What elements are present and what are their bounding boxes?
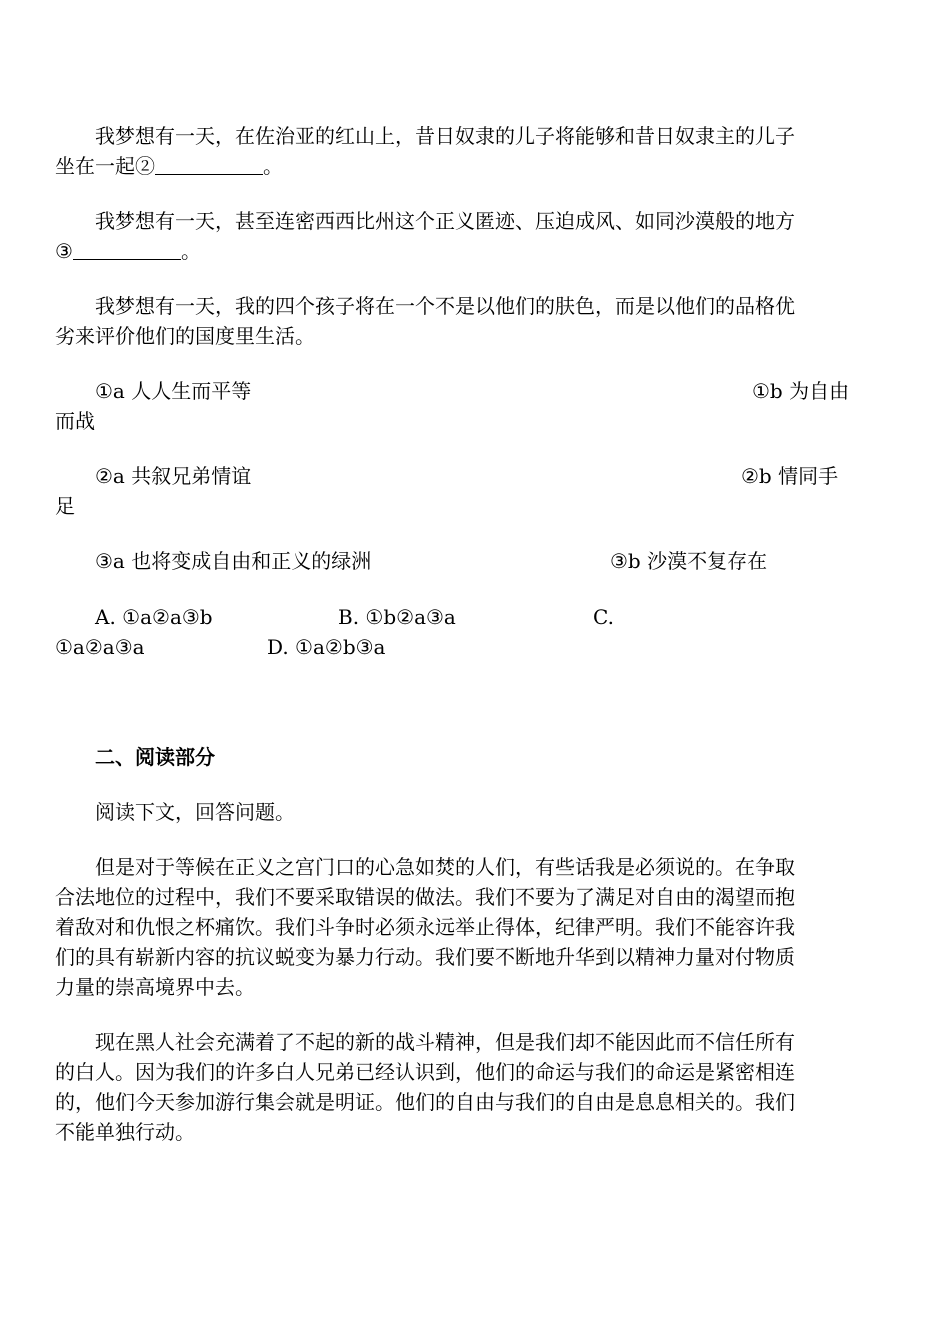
option-3b: ③b 沙漠不复存在 [610,549,768,573]
option-2b: ②b 情同手 [741,464,839,488]
dream3-line1: 我梦想有一天，我的四个孩子将在一个不是以他们的肤色，而是以他们的品格优 [95,294,795,318]
option-3a: ③a 也将变成自由和正义的绿洲 [95,549,372,573]
reading2-line: 的，他们今天参加游行集会就是明证。他们的自由与我们的自由是息息相关的。我们 [55,1090,795,1114]
option-2a: ②a 共叙兄弟情谊 [95,464,252,488]
dream1-line2 [55,151,283,181]
section-title: 二、阅读部分 [95,745,215,769]
choice-d: D. ①a②b③a [267,635,386,659]
dream2-line1: 我梦想有一天，甚至连密西西比州这个正义匿迹、压迫成风、如同沙漠般的地方 [95,209,795,233]
option-1a: ①a 人人生而平等 [95,379,252,403]
reading1-line: 着敌对和仇恨之杯痛饮。我们斗争时必须永远举止得体，纪律严明。我们不能容许我 [55,915,795,939]
choice-b: B. ①b②a③a [338,605,456,629]
reading1-line: 力量的崇高境界中去。 [55,975,255,999]
answer-blank-3 [73,241,181,260]
choice-c: C. [593,605,614,629]
option-2b-wrap: 足 [55,494,75,518]
dream1-suffix: 。 [263,154,283,178]
reading1-line: 们的具有崭新内容的抗议蜕变为暴力行动。我们要不断地升华到以精神力量对付物质 [55,945,795,969]
choice-a: A. ①a②a③b [95,605,213,629]
dream2-suffix: 。 [180,239,201,263]
reading1-line: 合法地位的过程中，我们不要采取错误的做法。我们不要为了满足对自由的渴望而抱 [55,885,795,909]
option-1b-wrap: 而战 [55,409,95,433]
dream3-line2: 劣来评价他们的国度里生活。 [55,324,315,348]
answer-blank-2 [155,156,263,175]
choice-c-wrap: ①a②a③a [55,635,145,659]
instruction: 阅读下文，回答问题。 [95,800,295,824]
reading1-line: 但是对于等候在正义之宫门口的心急如焚的人们，有些话我是必须说的。在争取 [95,855,795,879]
dream1-line1: 我梦想有一天，在佐治亚的红山上，昔日奴隶的儿子将能够和昔日奴隶主的儿子 [95,124,795,148]
reading2-line: 不能单独行动。 [55,1120,195,1144]
option-1b: ①b 为自由 [752,379,850,403]
dream2-prefix: ③ [55,239,73,263]
reading2-line: 现在黑人社会充满着了不起的新的战斗精神，但是我们却不能因此而不信任所有 [95,1030,795,1054]
dream2-line2 [55,236,201,266]
dream1-prefix: 坐在一起② [55,154,155,178]
reading2-line: 的白人。因为我们的许多白人兄弟已经认识到，他们的命运与我们的命运是紧密相连 [55,1060,795,1084]
